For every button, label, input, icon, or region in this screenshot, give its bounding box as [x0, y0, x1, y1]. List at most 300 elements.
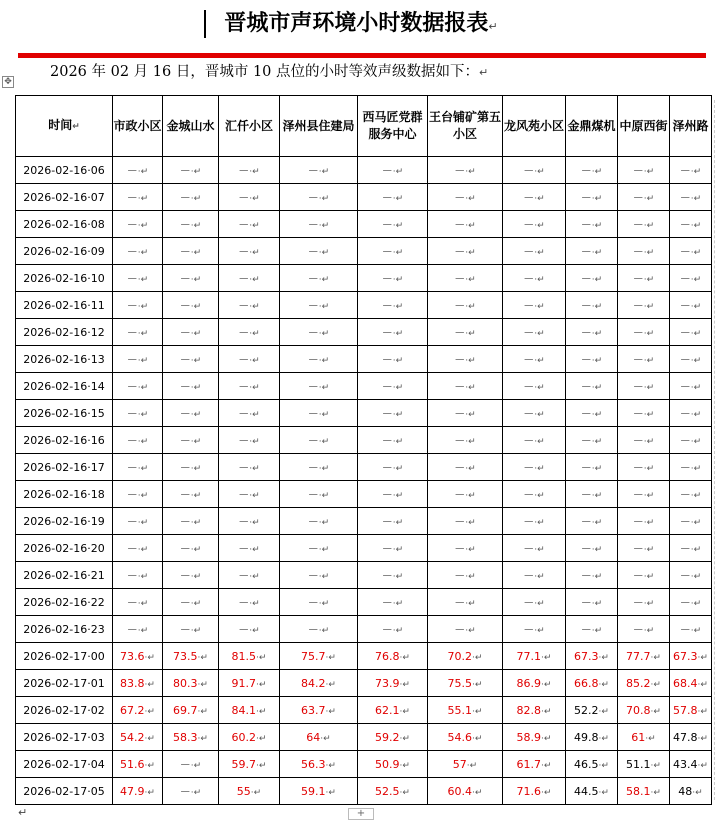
cell-end-mark-icon: ·↵ — [318, 491, 330, 501]
cell-end-mark-icon: ·↵ — [690, 275, 702, 285]
cell-value: － — [454, 326, 466, 339]
cell-end-mark-icon: ·↵ — [534, 383, 545, 393]
value-cell — [219, 616, 280, 643]
value-cell — [618, 319, 670, 346]
value-cell — [670, 751, 712, 778]
cell-end-mark-icon: ·↵ — [249, 545, 260, 555]
cell-value: － — [381, 542, 393, 555]
cell-value: 50.9 — [375, 757, 400, 771]
value-cell — [358, 751, 428, 778]
cell-end-mark-icon: ·↵ — [690, 518, 702, 528]
cell-end-mark-icon: ·↵ — [690, 383, 702, 393]
cell-value: 44.5 — [574, 784, 599, 798]
time-cell: 2026-02-17·03 — [16, 724, 113, 751]
cell-value: － — [126, 488, 138, 501]
table-resize-handle[interactable] — [714, 100, 721, 800]
value-cell — [428, 697, 503, 724]
cell-value: 69.7 — [173, 703, 198, 717]
cell-value: － — [126, 515, 138, 528]
cell-value: － — [307, 326, 319, 339]
value-cell — [358, 697, 428, 724]
cell-value: － — [454, 191, 466, 204]
cell-value: 58.3 — [173, 730, 198, 744]
value-cell — [163, 238, 219, 265]
cell-value: － — [179, 245, 191, 258]
value-cell — [113, 157, 163, 184]
value-cell — [503, 481, 566, 508]
cell-value: 59.1 — [301, 784, 326, 798]
value-cell — [670, 346, 712, 373]
cell-value: － — [179, 218, 191, 231]
value-cell — [219, 400, 280, 427]
value-cell — [503, 292, 566, 319]
time-cell: 2026-02-16·17 — [16, 454, 113, 481]
cell-end-mark-icon: ·↵ — [690, 626, 702, 636]
value-cell — [113, 643, 163, 670]
cell-end-mark-icon: ·↵ — [591, 194, 603, 204]
cell-end-mark-icon: ·↵ — [541, 760, 552, 771]
cell-value: 55.1 — [447, 703, 473, 717]
cell-value: － — [523, 380, 535, 393]
cell-end-mark-icon: ·↵ — [541, 787, 552, 798]
cell-end-mark-icon: ·↵ — [249, 167, 260, 177]
table-row — [16, 562, 712, 589]
value-cell — [428, 292, 503, 319]
time-cell: 2026-02-17·02 — [16, 697, 113, 724]
cell-end-mark-icon: ·↵ — [190, 410, 202, 420]
value-cell — [566, 670, 618, 697]
cell-end-mark-icon: ·↵ — [249, 302, 260, 312]
intro-paragraph — [50, 61, 488, 84]
cell-value: － — [381, 569, 393, 582]
cell-value: － — [454, 488, 466, 501]
cell-end-mark-icon: ·↵ — [690, 599, 702, 609]
cell-end-mark-icon: ·↵ — [392, 275, 404, 285]
cell-end-mark-icon: ·↵ — [399, 787, 410, 798]
cell-end-mark-icon: ·↵ — [690, 356, 702, 366]
cell-value: － — [580, 353, 592, 366]
cell-value: － — [632, 623, 644, 636]
cell-end-mark-icon: ·↵ — [190, 599, 202, 609]
header-label: 中原西街 — [619, 118, 668, 133]
value-cell — [280, 562, 358, 589]
cell-value: 70.2 — [447, 649, 473, 663]
cell-value: － — [523, 569, 535, 582]
value-cell — [618, 751, 670, 778]
table-row — [16, 508, 712, 535]
cell-value: 75.7 — [301, 649, 326, 663]
time-cell: 2026-02-16·14 — [16, 373, 113, 400]
cell-value: 43.4 — [673, 757, 698, 771]
cell-value: － — [179, 569, 191, 582]
cell-end-mark-icon: ·↵ — [598, 733, 609, 744]
cell-end-mark-icon: ·↵ — [643, 302, 655, 312]
cell-end-mark-icon: ·↵ — [690, 437, 702, 447]
value-cell — [113, 616, 163, 643]
value-cell — [163, 562, 219, 589]
cell-value: 61 — [631, 730, 646, 744]
value-cell — [280, 184, 358, 211]
cell-end-mark-icon: ·↵ — [690, 329, 702, 339]
time-cell: 2026-02-16·10 — [16, 265, 113, 292]
value-cell — [358, 427, 428, 454]
cell-value: － — [238, 218, 250, 231]
cell-value: － — [523, 164, 535, 177]
cell-end-mark-icon: ·↵ — [598, 760, 609, 771]
value-cell — [219, 454, 280, 481]
value-cell — [503, 535, 566, 562]
value-cell — [219, 292, 280, 319]
value-cell — [163, 508, 219, 535]
cell-end-mark-icon: ·↵ — [591, 626, 603, 636]
value-cell — [566, 751, 618, 778]
cell-end-mark-icon: ·↵ — [591, 275, 603, 285]
value-cell — [280, 157, 358, 184]
value-cell — [566, 292, 618, 319]
cell-end-mark-icon: ·↵ — [591, 221, 603, 231]
value-cell — [163, 400, 219, 427]
cell-end-mark-icon: ·↵ — [190, 464, 202, 474]
cell-end-mark-icon: ·↵ — [465, 248, 476, 258]
cell-value: － — [580, 218, 592, 231]
value-cell — [163, 346, 219, 373]
cell-end-mark-icon: ·↵ — [392, 221, 404, 231]
cell-value: 73.5 — [173, 649, 198, 663]
cell-end-mark-icon: ·↵ — [690, 302, 702, 312]
cell-end-mark-icon: ·↵ — [318, 302, 330, 312]
cell-end-mark-icon: ·↵ — [591, 356, 603, 366]
cell-end-mark-icon: ·↵ — [144, 652, 155, 663]
cell-end-mark-icon: ·↵ — [190, 248, 202, 258]
value-cell — [618, 670, 670, 697]
table-row — [16, 481, 712, 508]
value-cell — [618, 643, 670, 670]
cell-end-mark-icon: ·↵ — [249, 275, 260, 285]
value-cell — [566, 157, 618, 184]
table-row — [16, 184, 712, 211]
value-cell — [618, 400, 670, 427]
cell-value: － — [238, 623, 250, 636]
cell-end-mark-icon: ·↵ — [318, 383, 330, 393]
cell-value: － — [580, 596, 592, 609]
cell-end-mark-icon: ·↵ — [591, 437, 603, 447]
value-cell — [503, 508, 566, 535]
cell-end-mark-icon: ·↵ — [190, 356, 202, 366]
column-header-site — [219, 96, 280, 157]
cell-end-mark-icon: ·↵ — [465, 437, 476, 447]
cell-end-mark-icon: ·↵ — [197, 679, 208, 690]
cell-value: － — [381, 380, 393, 393]
cell-value: － — [580, 488, 592, 501]
cell-end-mark-icon: ·↵ — [534, 626, 545, 636]
value-cell — [163, 427, 219, 454]
cell-end-mark-icon: ·↵ — [190, 437, 202, 447]
cell-end-mark-icon: ·↵ — [318, 221, 330, 231]
cell-end-mark-icon: ·↵ — [534, 518, 545, 528]
cell-value: － — [523, 515, 535, 528]
cell-end-mark-icon: ·↵ — [190, 221, 202, 231]
cell-end-mark-icon: ·↵ — [137, 383, 149, 393]
value-cell — [163, 184, 219, 211]
cell-end-mark-icon: ·↵ — [249, 248, 260, 258]
cell-end-mark-icon: ↵ — [72, 121, 80, 132]
value-cell — [428, 643, 503, 670]
cell-value: 76.8 — [375, 649, 400, 663]
value-cell — [618, 481, 670, 508]
intro-text: 2026 年 02 月 16 日，晋城市 10 点位的小时等效声级数据如下： — [50, 64, 480, 80]
cell-value: － — [381, 461, 393, 474]
value-cell — [219, 346, 280, 373]
cell-value: － — [523, 542, 535, 555]
cell-end-mark-icon: ·↵ — [137, 221, 149, 231]
value-cell — [358, 535, 428, 562]
value-cell — [358, 400, 428, 427]
cell-end-mark-icon: ·↵ — [591, 410, 603, 420]
cell-end-mark-icon: ·↵ — [472, 787, 483, 798]
value-cell — [566, 508, 618, 535]
cell-value: － — [523, 245, 535, 258]
value-cell — [670, 535, 712, 562]
cell-value: － — [126, 353, 138, 366]
table-row — [16, 292, 712, 319]
value-cell — [163, 751, 219, 778]
cell-end-mark-icon: ·↵ — [399, 679, 410, 690]
value-cell — [618, 724, 670, 751]
value-cell — [618, 697, 670, 724]
value-cell — [280, 427, 358, 454]
cell-value: － — [454, 623, 466, 636]
cell-end-mark-icon: ·↵ — [137, 248, 149, 258]
cell-value: － — [632, 353, 644, 366]
cell-value: － — [632, 488, 644, 501]
cell-value: － — [679, 218, 691, 231]
cell-end-mark-icon: ·↵ — [190, 545, 202, 555]
cell-value: － — [523, 488, 535, 501]
cell-value: 73.9 — [375, 676, 400, 690]
value-cell — [219, 508, 280, 535]
cell-end-mark-icon: ·↵ — [692, 787, 703, 798]
cell-end-mark-icon: ·↵ — [541, 733, 552, 744]
paragraph-mark-icon: ↵ — [479, 66, 489, 79]
cell-value: － — [307, 164, 319, 177]
cell-end-mark-icon: ·↵ — [690, 194, 702, 204]
value-cell — [280, 616, 358, 643]
value-cell — [618, 778, 670, 805]
cell-end-mark-icon: ·↵ — [392, 248, 404, 258]
cell-end-mark-icon: ·↵ — [643, 464, 655, 474]
cell-value: － — [307, 623, 319, 636]
cell-end-mark-icon: ·↵ — [249, 518, 260, 528]
cell-end-mark-icon: ·↵ — [465, 572, 476, 582]
cell-end-mark-icon: ·↵ — [137, 626, 149, 636]
cell-end-mark-icon: ·↵ — [472, 652, 483, 663]
value-cell — [219, 778, 280, 805]
cell-end-mark-icon: ·↵ — [249, 491, 260, 501]
table-row — [16, 751, 712, 778]
cell-value: － — [454, 515, 466, 528]
column-header-site — [618, 96, 670, 157]
cell-value: － — [307, 380, 319, 393]
value-cell — [358, 238, 428, 265]
cell-value: － — [523, 623, 535, 636]
value-cell — [358, 643, 428, 670]
cell-value: － — [381, 353, 393, 366]
value-cell — [163, 670, 219, 697]
cell-value: － — [632, 434, 644, 447]
cell-end-mark-icon: ·↵ — [643, 275, 655, 285]
value-cell — [113, 427, 163, 454]
cell-end-mark-icon: ·↵ — [466, 760, 478, 771]
cell-end-mark-icon: ·↵ — [137, 545, 149, 555]
cell-value: － — [126, 326, 138, 339]
cell-end-mark-icon: ·↵ — [697, 706, 708, 717]
value-cell — [219, 670, 280, 697]
cell-end-mark-icon: ·↵ — [249, 437, 260, 447]
cell-value: － — [523, 461, 535, 474]
cell-end-mark-icon: ·↵ — [190, 626, 202, 636]
cell-value: － — [307, 542, 319, 555]
cell-end-mark-icon: ·↵ — [318, 518, 330, 528]
value-cell — [503, 751, 566, 778]
value-cell — [163, 319, 219, 346]
cell-end-mark-icon: ·↵ — [534, 545, 545, 555]
value-cell — [566, 211, 618, 238]
value-cell — [566, 184, 618, 211]
header-label: 泽州路 — [672, 118, 709, 133]
cell-end-mark-icon: ·↵ — [465, 167, 476, 177]
value-cell — [280, 724, 358, 751]
cell-value: － — [238, 569, 250, 582]
cell-end-mark-icon: ·↵ — [591, 491, 603, 501]
value-cell — [113, 400, 163, 427]
value-cell — [566, 643, 618, 670]
cell-value: － — [307, 272, 319, 285]
value-cell — [428, 481, 503, 508]
cell-end-mark-icon: ·↵ — [465, 545, 476, 555]
cell-value: － — [381, 623, 393, 636]
cell-end-mark-icon: ·↵ — [690, 572, 702, 582]
value-cell — [503, 670, 566, 697]
cell-end-mark-icon: ·↵ — [318, 329, 330, 339]
value-cell — [503, 319, 566, 346]
value-cell — [566, 265, 618, 292]
cell-value: － — [381, 191, 393, 204]
cell-end-mark-icon: ·↵ — [190, 572, 202, 582]
value-cell — [219, 265, 280, 292]
value-cell — [113, 724, 163, 751]
cell-value: 60.4 — [447, 784, 473, 798]
cell-end-mark-icon: ·↵ — [399, 760, 410, 771]
value-cell — [428, 157, 503, 184]
cell-end-mark-icon: ·↵ — [598, 787, 609, 798]
table-row — [16, 265, 712, 292]
cell-value: － — [632, 164, 644, 177]
cell-value: － — [238, 488, 250, 501]
cell-value: － — [580, 326, 592, 339]
cell-end-mark-icon: ·↵ — [534, 275, 545, 285]
column-header-site — [428, 96, 503, 157]
cell-value: 55 — [236, 784, 251, 798]
cell-end-mark-icon: ·↵ — [392, 167, 404, 177]
value-cell — [670, 400, 712, 427]
cell-end-mark-icon: ·↵ — [190, 383, 202, 393]
cell-end-mark-icon: ·↵ — [392, 437, 404, 447]
time-cell: 2026-02-16·16 — [16, 427, 113, 454]
cell-value: － — [580, 299, 592, 312]
cell-end-mark-icon: ·↵ — [249, 464, 260, 474]
cell-value: 75.5 — [447, 676, 473, 690]
add-row-icon[interactable]: + — [348, 808, 374, 820]
cell-end-mark-icon: ·↵ — [137, 275, 149, 285]
cell-end-mark-icon: ·↵ — [399, 733, 410, 744]
table-move-handle-icon[interactable]: ✥ — [2, 76, 14, 88]
cell-value: － — [307, 245, 319, 258]
cell-value: 91.7 — [231, 676, 257, 690]
cell-end-mark-icon: ·↵ — [534, 437, 545, 447]
cell-value: － — [523, 272, 535, 285]
cell-end-mark-icon: ·↵ — [318, 572, 330, 582]
value-cell — [566, 562, 618, 589]
cell-end-mark-icon: ·↵ — [534, 248, 545, 258]
cell-end-mark-icon: ·↵ — [392, 410, 404, 420]
table-row — [16, 400, 712, 427]
cell-end-mark-icon: ·↵ — [325, 679, 336, 690]
value-cell — [163, 589, 219, 616]
cell-value: － — [454, 245, 466, 258]
value-cell — [113, 751, 163, 778]
value-cell — [113, 535, 163, 562]
cell-value: － — [632, 191, 644, 204]
cell-end-mark-icon: ·↵ — [392, 194, 404, 204]
value-cell — [566, 346, 618, 373]
cell-end-mark-icon: ·↵ — [318, 626, 330, 636]
value-cell — [566, 697, 618, 724]
cell-value: － — [679, 434, 691, 447]
value-cell — [503, 616, 566, 643]
value-cell — [503, 562, 566, 589]
cell-end-mark-icon: ·↵ — [318, 464, 330, 474]
cell-value: － — [238, 596, 250, 609]
cell-end-mark-icon: ·↵ — [249, 572, 260, 582]
cell-end-mark-icon: ·↵ — [690, 545, 702, 555]
table-row — [16, 373, 712, 400]
cell-value: － — [126, 623, 138, 636]
cell-end-mark-icon: ·↵ — [197, 652, 208, 663]
cell-end-mark-icon: ·↵ — [465, 275, 476, 285]
value-cell — [566, 400, 618, 427]
time-cell: 2026-02-16·07 — [16, 184, 113, 211]
cell-value: － — [126, 461, 138, 474]
header-label: 金城山水 — [166, 118, 215, 133]
cell-end-mark-icon: ·↵ — [690, 464, 702, 474]
cell-end-mark-icon: ·↵ — [465, 518, 476, 528]
cell-value: － — [238, 380, 250, 393]
value-cell — [670, 157, 712, 184]
header-label: 金鼎煤机 — [567, 118, 616, 133]
cell-value: － — [307, 515, 319, 528]
cell-value: － — [238, 326, 250, 339]
time-cell: 2026-02-16·18 — [16, 481, 113, 508]
header-label: 市政小区 — [113, 118, 162, 133]
time-cell: 2026-02-16·22 — [16, 589, 113, 616]
cell-end-mark-icon: ·↵ — [534, 221, 545, 231]
value-cell — [219, 697, 280, 724]
cell-value: － — [179, 758, 191, 771]
table-row — [16, 697, 712, 724]
cell-end-mark-icon: ·↵ — [256, 733, 267, 744]
cell-value: 48 — [678, 784, 693, 798]
value-cell — [163, 211, 219, 238]
